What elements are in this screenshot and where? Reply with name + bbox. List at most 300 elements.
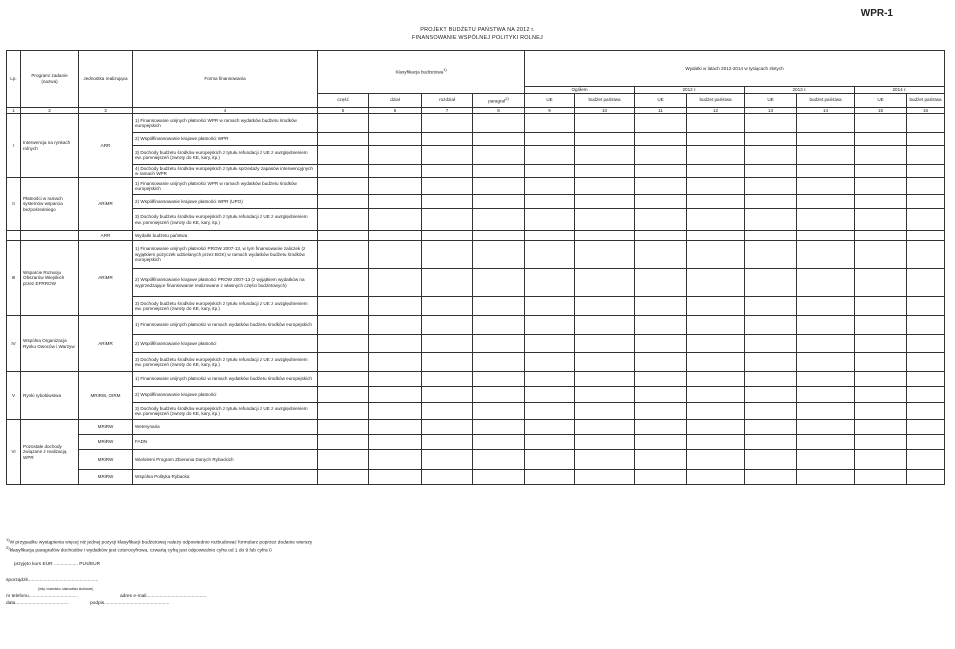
amount-cell[interactable] — [745, 297, 797, 316]
amount-cell[interactable] — [318, 335, 369, 353]
amount-cell[interactable] — [318, 470, 369, 485]
prepared-by-note: (imię i nazwisko, stanowisko służbowe) — [38, 587, 94, 591]
amount-cell[interactable] — [855, 435, 907, 450]
amount-cell[interactable] — [687, 316, 745, 335]
amount-cell[interactable] — [907, 178, 945, 195]
amount-cell[interactable] — [797, 420, 855, 435]
amount-cell[interactable] — [745, 335, 797, 353]
amount-cell[interactable] — [797, 335, 855, 353]
table-row — [7, 420, 945, 435]
amount-cell[interactable] — [635, 178, 687, 195]
amount-cell[interactable] — [797, 231, 855, 241]
row-program: Interwencja na rynkach rolnych — [21, 114, 79, 178]
amount-cell[interactable] — [473, 165, 525, 178]
row-forma: 1) Finansowanie unijnych płatności w ramach wydatków budżetu środków europejskich — [133, 316, 318, 335]
column-number: 2 — [21, 107, 79, 114]
amount-cell[interactable] — [745, 470, 797, 485]
amount-cell[interactable] — [369, 420, 422, 435]
amount-cell[interactable] — [635, 372, 687, 387]
header-ue: UE — [525, 93, 575, 107]
amount-cell[interactable] — [687, 297, 745, 316]
amount-cell[interactable] — [318, 114, 369, 133]
amount-cell[interactable] — [855, 231, 907, 241]
amount-cell[interactable] — [422, 165, 473, 178]
amount-cell[interactable] — [745, 114, 797, 133]
amount-cell[interactable] — [907, 269, 945, 297]
amount-cell[interactable] — [575, 209, 635, 231]
amount-cell[interactable] — [797, 209, 855, 231]
amount-cell[interactable] — [575, 231, 635, 241]
amount-cell[interactable] — [318, 133, 369, 146]
amount-cell[interactable] — [473, 209, 525, 231]
amount-cell[interactable] — [855, 372, 907, 387]
amount-cell[interactable] — [473, 269, 525, 297]
amount-cell[interactable] — [687, 231, 745, 241]
amount-cell[interactable] — [687, 195, 745, 209]
amount-cell[interactable] — [575, 435, 635, 450]
amount-cell[interactable] — [687, 165, 745, 178]
amount-cell[interactable] — [687, 450, 745, 470]
amount-cell[interactable] — [687, 133, 745, 146]
amount-cell[interactable] — [369, 353, 422, 372]
amount-cell[interactable] — [525, 372, 575, 387]
amount-cell[interactable] — [687, 420, 745, 435]
amount-cell[interactable] — [797, 165, 855, 178]
row-jednostka: MRiRW — [79, 420, 133, 435]
amount-cell[interactable] — [473, 178, 525, 195]
amount-cell[interactable] — [635, 450, 687, 470]
amount-cell[interactable] — [575, 241, 635, 269]
amount-cell[interactable] — [473, 195, 525, 209]
amount-cell[interactable] — [575, 146, 635, 165]
amount-cell[interactable] — [855, 420, 907, 435]
amount-cell[interactable] — [422, 316, 473, 335]
amount-cell[interactable] — [797, 297, 855, 316]
amount-cell[interactable] — [525, 269, 575, 297]
amount-cell[interactable] — [745, 387, 797, 403]
amount-cell[interactable] — [797, 195, 855, 209]
amount-cell[interactable] — [745, 316, 797, 335]
amount-cell[interactable] — [369, 133, 422, 146]
amount-cell[interactable] — [907, 316, 945, 335]
amount-cell[interactable] — [745, 435, 797, 450]
amount-cell[interactable] — [318, 297, 369, 316]
table-row — [7, 178, 945, 195]
amount-cell[interactable] — [687, 241, 745, 269]
amount-cell[interactable] — [635, 420, 687, 435]
header-ue: UE — [855, 93, 907, 107]
amount-cell[interactable] — [635, 316, 687, 335]
amount-cell[interactable] — [687, 335, 745, 353]
amount-cell[interactable] — [797, 133, 855, 146]
table-row — [7, 316, 945, 335]
row-program: Rynki rybołówstwa — [21, 372, 79, 420]
amount-cell[interactable] — [687, 435, 745, 450]
amount-cell[interactable] — [525, 297, 575, 316]
amount-cell[interactable] — [797, 372, 855, 387]
row-lp: IV — [7, 316, 21, 372]
column-number: 11 — [635, 107, 687, 114]
amount-cell[interactable] — [575, 470, 635, 485]
amount-cell[interactable] — [635, 297, 687, 316]
amount-cell[interactable] — [575, 403, 635, 420]
amount-cell[interactable] — [575, 353, 635, 372]
row-jednostka: ARiMR — [79, 178, 133, 231]
amount-cell[interactable] — [575, 165, 635, 178]
amount-cell[interactable] — [318, 178, 369, 195]
amount-cell[interactable] — [797, 178, 855, 195]
amount-cell[interactable] — [745, 269, 797, 297]
amount-cell[interactable] — [745, 146, 797, 165]
column-number: 6 — [369, 107, 422, 114]
row-forma: 1) Finansowanie unijnych płatności WPR w ramach wydatków budżetu środków europejskich — [133, 114, 318, 133]
amount-cell[interactable] — [745, 403, 797, 420]
amount-cell[interactable] — [687, 146, 745, 165]
amount-cell[interactable] — [575, 297, 635, 316]
amount-cell[interactable] — [318, 165, 369, 178]
amount-cell[interactable] — [369, 435, 422, 450]
row-forma: FADN — [133, 435, 318, 450]
amount-cell[interactable] — [907, 420, 945, 435]
row-jednostka: ARiMR — [79, 241, 133, 316]
amount-cell[interactable] — [575, 420, 635, 435]
phone-field: nr telefonu..................................... — [6, 594, 78, 599]
amount-cell[interactable] — [797, 269, 855, 297]
amount-cell[interactable] — [635, 146, 687, 165]
amount-cell[interactable] — [635, 133, 687, 146]
amount-cell[interactable] — [635, 241, 687, 269]
amount-cell[interactable] — [635, 269, 687, 297]
amount-cell[interactable] — [525, 133, 575, 146]
header-klasyfikacja: Klasyfikacja budżetowa$^{1)}$ — [318, 51, 525, 94]
amount-cell[interactable] — [855, 114, 907, 133]
amount-cell[interactable] — [369, 146, 422, 165]
amount-cell[interactable] — [907, 387, 945, 403]
amount-cell[interactable] — [369, 209, 422, 231]
table-row — [7, 335, 945, 353]
amount-cell[interactable] — [473, 114, 525, 133]
amount-cell[interactable] — [745, 165, 797, 178]
amount-cell[interactable] — [855, 269, 907, 297]
amount-cell[interactable] — [745, 231, 797, 241]
amount-cell[interactable] — [575, 316, 635, 335]
amount-cell[interactable] — [635, 114, 687, 133]
amount-cell[interactable] — [687, 470, 745, 485]
amount-cell[interactable] — [318, 195, 369, 209]
amount-cell[interactable] — [907, 450, 945, 470]
amount-cell[interactable] — [318, 316, 369, 335]
amount-cell[interactable] — [318, 231, 369, 241]
amount-cell[interactable] — [687, 269, 745, 297]
amount-cell[interactable] — [369, 165, 422, 178]
header-lp: Lp. — [7, 51, 21, 108]
amount-cell[interactable] — [525, 353, 575, 372]
amount-cell[interactable] — [473, 435, 525, 450]
amount-cell[interactable] — [635, 209, 687, 231]
amount-cell[interactable] — [318, 353, 369, 372]
amount-cell[interactable] — [635, 335, 687, 353]
amount-cell[interactable] — [855, 133, 907, 146]
amount-cell[interactable] — [797, 387, 855, 403]
amount-cell[interactable] — [422, 209, 473, 231]
amount-cell[interactable] — [525, 435, 575, 450]
amount-cell[interactable] — [575, 450, 635, 470]
amount-cell[interactable] — [318, 420, 369, 435]
amount-cell[interactable] — [907, 353, 945, 372]
amount-cell[interactable] — [369, 231, 422, 241]
amount-cell[interactable] — [745, 133, 797, 146]
amount-cell[interactable] — [369, 316, 422, 335]
amount-cell[interactable] — [369, 372, 422, 387]
amount-cell[interactable] — [525, 165, 575, 178]
amount-cell[interactable] — [855, 403, 907, 420]
amount-cell[interactable] — [855, 165, 907, 178]
amount-cell[interactable] — [635, 195, 687, 209]
amount-cell[interactable] — [422, 420, 473, 435]
amount-cell[interactable] — [473, 450, 525, 470]
amount-cell[interactable] — [318, 146, 369, 165]
row-jednostka: MRiRW — [79, 470, 133, 485]
amount-cell[interactable] — [855, 297, 907, 316]
table-row — [7, 450, 945, 470]
amount-cell[interactable] — [525, 403, 575, 420]
amount-cell[interactable] — [797, 241, 855, 269]
amount-cell[interactable] — [745, 372, 797, 387]
amount-cell[interactable] — [525, 146, 575, 165]
amount-cell[interactable] — [907, 335, 945, 353]
table-row — [7, 114, 945, 133]
amount-cell[interactable] — [473, 470, 525, 485]
date-field: data........................................ — [6, 601, 69, 606]
amount-cell[interactable] — [422, 241, 473, 269]
amount-cell[interactable] — [575, 114, 635, 133]
amount-cell[interactable] — [318, 372, 369, 387]
amount-cell[interactable] — [907, 470, 945, 485]
amount-cell[interactable] — [797, 470, 855, 485]
amount-cell[interactable] — [635, 403, 687, 420]
column-numbers-row — [7, 107, 945, 114]
amount-cell[interactable] — [422, 231, 473, 241]
amount-cell[interactable] — [473, 297, 525, 316]
amount-cell[interactable] — [525, 387, 575, 403]
amount-cell[interactable] — [855, 146, 907, 165]
amount-cell[interactable] — [855, 209, 907, 231]
header-ue: UE — [745, 93, 797, 107]
amount-cell[interactable] — [907, 133, 945, 146]
amount-cell[interactable] — [855, 335, 907, 353]
column-number: 12 — [687, 107, 745, 114]
amount-cell[interactable] — [575, 178, 635, 195]
amount-cell[interactable] — [473, 372, 525, 387]
amount-cell[interactable] — [797, 435, 855, 450]
amount-cell[interactable] — [318, 209, 369, 231]
amount-cell[interactable] — [473, 231, 525, 241]
amount-cell[interactable] — [369, 269, 422, 297]
amount-cell[interactable] — [369, 335, 422, 353]
amount-cell[interactable] — [855, 195, 907, 209]
amount-cell[interactable] — [525, 450, 575, 470]
amount-cell[interactable] — [907, 241, 945, 269]
row-jednostka: MRiRW — [79, 435, 133, 450]
header-ue: UE — [635, 93, 687, 107]
amount-cell[interactable] — [525, 420, 575, 435]
amount-cell[interactable] — [525, 114, 575, 133]
amount-cell[interactable] — [745, 241, 797, 269]
amount-cell[interactable] — [855, 316, 907, 335]
amount-cell[interactable] — [318, 450, 369, 470]
amount-cell[interactable] — [575, 335, 635, 353]
amount-cell[interactable] — [635, 387, 687, 403]
row-forma: 3) Dochody budżetu środków europejskich z tytułu refundacji z UE z uwzględnieniem ew. pomniejszeń (zwroty do KE, kary, itp.) — [133, 209, 318, 231]
amount-cell[interactable] — [473, 146, 525, 165]
amount-cell[interactable] — [745, 209, 797, 231]
amount-cell[interactable] — [797, 450, 855, 470]
amount-cell[interactable] — [907, 114, 945, 133]
amount-cell[interactable] — [907, 435, 945, 450]
amount-cell[interactable] — [473, 387, 525, 403]
amount-cell[interactable] — [473, 353, 525, 372]
amount-cell[interactable] — [369, 114, 422, 133]
amount-cell[interactable] — [575, 133, 635, 146]
amount-cell[interactable] — [473, 241, 525, 269]
amount-cell[interactable] — [422, 353, 473, 372]
header-jednostka: Jednostka realizująca — [79, 51, 133, 108]
row-forma: 1) Finansowanie unijnych płatności PROW 2007-13, w tym finansowanie zaliczek (z wyjątkiem pożyczek udzielanych przez BGK) w ramach wydatków budżetu środków europejskich — [133, 241, 318, 269]
amount-cell[interactable] — [369, 387, 422, 403]
row-jednostka: ARR — [79, 114, 133, 178]
amount-cell[interactable] — [907, 372, 945, 387]
amount-cell[interactable] — [473, 335, 525, 353]
column-number: 5 — [318, 107, 369, 114]
amount-cell[interactable] — [635, 353, 687, 372]
amount-cell[interactable] — [369, 403, 422, 420]
amount-cell[interactable] — [422, 387, 473, 403]
amount-cell[interactable] — [422, 178, 473, 195]
amount-cell[interactable] — [745, 420, 797, 435]
amount-cell[interactable] — [855, 450, 907, 470]
amount-cell[interactable] — [318, 269, 369, 297]
amount-cell[interactable] — [797, 353, 855, 372]
amount-cell[interactable] — [422, 195, 473, 209]
title-line-2: FINANSOWANIE WSPÓLNEJ POLITYKI ROLNEJ — [412, 35, 543, 41]
amount-cell[interactable] — [525, 209, 575, 231]
amount-cell[interactable] — [369, 178, 422, 195]
amount-cell[interactable] — [525, 241, 575, 269]
amount-cell[interactable] — [473, 420, 525, 435]
header-bp: budżet państwa — [907, 93, 945, 107]
amount-cell[interactable] — [422, 435, 473, 450]
amount-cell[interactable] — [687, 372, 745, 387]
amount-cell[interactable] — [525, 195, 575, 209]
amount-cell[interactable] — [422, 403, 473, 420]
amount-cell[interactable] — [797, 316, 855, 335]
amount-cell[interactable] — [687, 178, 745, 195]
amount-cell[interactable] — [687, 209, 745, 231]
amount-cell[interactable] — [525, 470, 575, 485]
header-bp: budżet państwa — [575, 93, 635, 107]
exchange-rate: przyjęto kurs EUR .................. PLN/EUR — [14, 562, 101, 567]
amount-cell[interactable] — [369, 195, 422, 209]
amount-cell[interactable] — [422, 372, 473, 387]
amount-cell[interactable] — [797, 146, 855, 165]
row-forma: Wydatki budżetu państwa — [133, 231, 318, 241]
amount-cell[interactable] — [422, 133, 473, 146]
amount-cell[interactable] — [635, 165, 687, 178]
amount-cell[interactable] — [907, 165, 945, 178]
header-2012: 2012 r. — [635, 87, 745, 94]
amount-cell[interactable] — [907, 209, 945, 231]
amount-cell[interactable] — [525, 335, 575, 353]
amount-cell[interactable] — [318, 241, 369, 269]
amount-cell[interactable] — [422, 114, 473, 133]
amount-cell[interactable] — [907, 403, 945, 420]
amount-cell[interactable] — [575, 372, 635, 387]
amount-cell[interactable] — [855, 178, 907, 195]
amount-cell[interactable] — [855, 470, 907, 485]
column-number: 1 — [7, 107, 21, 114]
amount-cell[interactable] — [745, 353, 797, 372]
amount-cell[interactable] — [369, 297, 422, 316]
amount-cell[interactable] — [635, 231, 687, 241]
amount-cell[interactable] — [687, 353, 745, 372]
amount-cell[interactable] — [635, 435, 687, 450]
row-forma: 2) Współfinansowanie krajowe płatności WPR — [133, 133, 318, 146]
amount-cell[interactable] — [318, 435, 369, 450]
amount-cell[interactable] — [369, 450, 422, 470]
amount-cell[interactable] — [369, 241, 422, 269]
amount-cell[interactable] — [422, 146, 473, 165]
amount-cell[interactable] — [907, 231, 945, 241]
amount-cell[interactable] — [473, 133, 525, 146]
amount-cell[interactable] — [525, 178, 575, 195]
amount-cell[interactable] — [797, 403, 855, 420]
amount-cell[interactable] — [369, 470, 422, 485]
amount-cell[interactable] — [473, 403, 525, 420]
amount-cell[interactable] — [855, 353, 907, 372]
amount-cell[interactable] — [855, 241, 907, 269]
amount-cell[interactable] — [318, 403, 369, 420]
amount-cell[interactable] — [318, 387, 369, 403]
amount-cell[interactable] — [422, 470, 473, 485]
amount-cell[interactable] — [422, 335, 473, 353]
amount-cell[interactable] — [525, 231, 575, 241]
amount-cell[interactable] — [797, 114, 855, 133]
amount-cell[interactable] — [575, 269, 635, 297]
amount-cell[interactable] — [575, 387, 635, 403]
amount-cell[interactable] — [687, 403, 745, 420]
header-wydatki: Wydatki w latach 2012-2014 w tysiącach złotych — [525, 51, 945, 87]
amount-cell[interactable] — [422, 450, 473, 470]
amount-cell[interactable] — [907, 146, 945, 165]
header-2013: 2013 r. — [745, 87, 855, 94]
amount-cell[interactable] — [745, 450, 797, 470]
amount-cell[interactable] — [907, 195, 945, 209]
amount-cell[interactable] — [635, 470, 687, 485]
amount-cell[interactable] — [422, 297, 473, 316]
amount-cell[interactable] — [473, 316, 525, 335]
amount-cell[interactable] — [687, 114, 745, 133]
amount-cell[interactable] — [422, 269, 473, 297]
amount-cell[interactable] — [745, 195, 797, 209]
amount-cell[interactable] — [575, 195, 635, 209]
amount-cell[interactable] — [745, 178, 797, 195]
amount-cell[interactable] — [855, 387, 907, 403]
header-paragraf: paragraf$^{2)}$ — [473, 93, 525, 107]
amount-cell[interactable] — [687, 387, 745, 403]
amount-cell[interactable] — [525, 316, 575, 335]
amount-cell[interactable] — [907, 297, 945, 316]
row-forma: 2) Współfinansowanie krajowe płatności — [133, 387, 318, 403]
